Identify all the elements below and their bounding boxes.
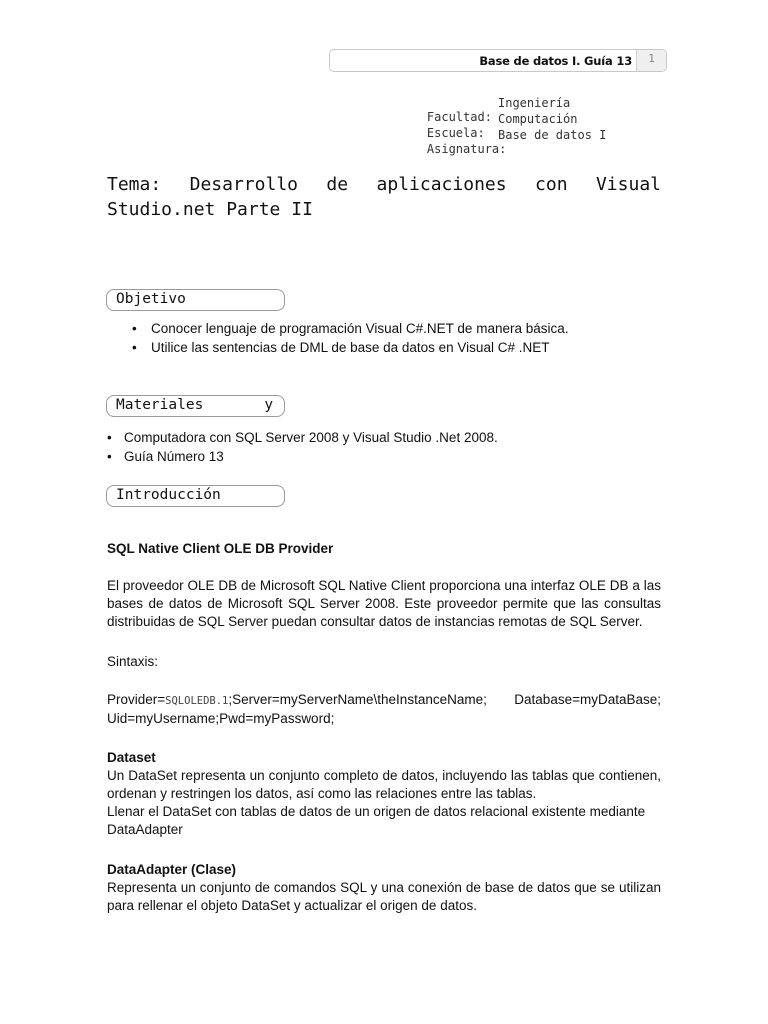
heading-dataset: Dataset (107, 750, 156, 765)
heading-sql-native: SQL Native Client OLE DB Provider (107, 541, 334, 556)
meta-value: Computación (498, 112, 578, 126)
list-item: • Conocer lenguaje de programación Visual C#.NET de manera básica. (132, 321, 569, 336)
provider-prefix: Provider= (107, 692, 166, 707)
header-title: Base de datos I. Guía 13 (479, 54, 632, 68)
paragraph-sql-native: El proveedor OLE DB de Microsoft SQL Native Client proporciona una interfaz OLE DB a las bases de datos de Microsoft SQL Server 2008. Este proveedor permite que las consultas distribuidas de SQL Server puedan consultar datos de instancias remotas de SQL Server. (107, 578, 661, 629)
page-number: 1 (636, 50, 666, 71)
paragraph-dataadapter: Representa un conjunto de comandos SQL y una conexión de base de datos que se utilizan para rellenar el objeto DataSet y actualizar el origen de datos. (107, 880, 661, 913)
provider-rest: ;Server=myServerName\theInstanceName; Database=myDataBase; Uid=myUsername;Pwd=myPassword; (107, 692, 661, 726)
meta-label: Asignatura: (426, 142, 507, 156)
provider-code: SQLOLEDB.1 (165, 695, 229, 707)
heading-dataadapter: DataAdapter (Clase) (107, 862, 237, 877)
meta-value: Base de datos I (498, 128, 607, 142)
list-item: • Guía Número 13 (107, 449, 224, 464)
materiales-list (107, 428, 498, 466)
meta-label: Facultad: (426, 110, 492, 124)
list-item: • Computadora con SQL Server 2008 y Visual Studio .Net 2008. (107, 430, 498, 445)
sintaxis-label: Sintaxis: (107, 654, 159, 669)
objetivo-list (132, 319, 569, 357)
page-header (329, 49, 667, 72)
paragraph-dataset-2: Llenar el DataSet con tablas de datos de un origen de datos relacional existente mediante DataAdapter (107, 804, 646, 837)
provider-string (107, 691, 661, 728)
section-tab-objetivo: Objetivo (106, 289, 285, 311)
section-tab-introduccion: Introducción (106, 485, 285, 507)
meta-label: Escuela: (426, 126, 485, 140)
list-item: • Utilice las sentencias de DML de base da datos en Visual C# .NET (132, 340, 550, 355)
meta-value: Ingeniería (498, 96, 571, 110)
paragraph-dataset-1: Un DataSet representa un conjunto completo de datos, incluyendo las tablas que contienen, ordenan y restringen los datos, así como las relaciones entre las tablas. (107, 768, 661, 801)
section-tab-materiales: Materiales y (106, 395, 285, 417)
page-title: Tema: Desarrollo de aplicaciones con Visual Studio.net Parte II (107, 174, 661, 220)
